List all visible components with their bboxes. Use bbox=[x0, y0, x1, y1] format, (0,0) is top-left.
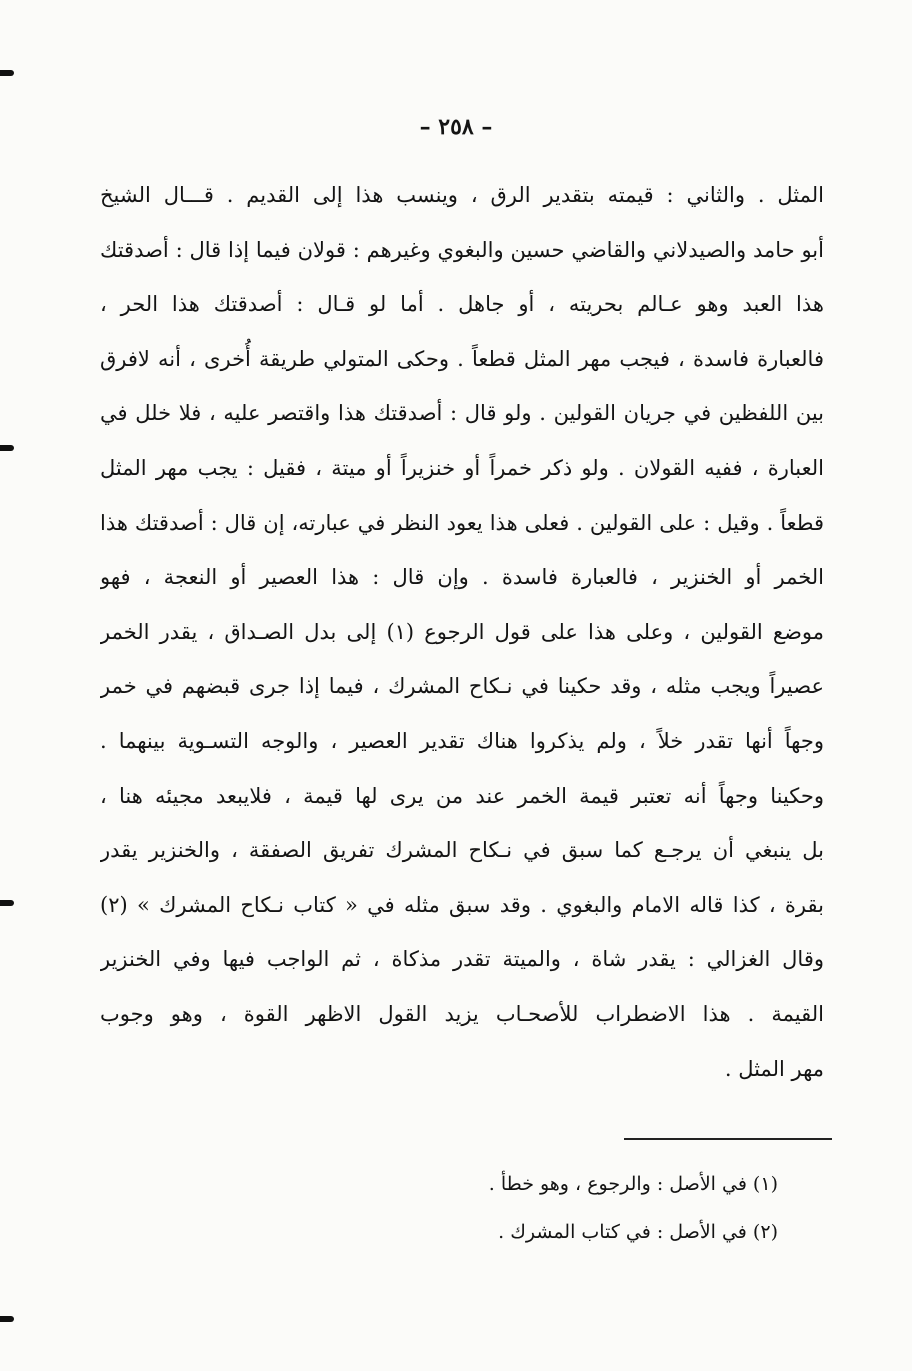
text-line: موضع القولين ، وعلى هذا على قول الرجوع (١) إلى بدل الصـداق ، يقدر الخمر bbox=[100, 619, 824, 644]
text-line: قطعاً . وقيل : على القولين . فعلى هذا يعود النظر في عبارته، إن قال : أصدقتك هذا bbox=[100, 510, 824, 535]
text-line: فالعبارة فاسدة ، فيجب مهر المثل قطعاً . وحكى المتولي طريقة أُخرى ، أنه لافرق bbox=[100, 346, 824, 371]
text-line: مهر المثل . bbox=[724, 1056, 824, 1081]
footnote-divider bbox=[624, 1138, 832, 1140]
edge-mark bbox=[0, 445, 14, 451]
text-line: هذا العبد وهو عـالم بحريته ، أو جاهل . أما لو قـال : أصدقتك هذا الحر ، bbox=[100, 292, 824, 317]
text-line: عصيراً ويجب مثله ، وقد حكينا في نـكاح المشرك ، فيما إذا جرى قبضهم في خمر bbox=[100, 674, 824, 699]
text-line: بقرة ، كذا قاله الامام والبغوي . وقد سبق مثله في « كتاب نـكاح المشرك » (٢) bbox=[100, 892, 824, 917]
footnote-2: (٢) في الأصل : في كتاب المشرك . bbox=[498, 1221, 778, 1243]
text-line: الخمر أو الخنزير ، فالعبارة فاسدة . وإن قال : هذا العصير أو النعجة ، فهو bbox=[100, 565, 824, 590]
text-line: بين اللفظين في جريان القولين . ولو قال : أصدقتك هذا واقتصر عليه ، فلا خلل في bbox=[100, 401, 824, 426]
edge-mark bbox=[0, 900, 14, 906]
footnotes bbox=[278, 1165, 778, 1261]
text-line: المثل . والثاني : قيمته بتقدير الرق ، وينسب هذا إلى القديم . قـــال الشيخ bbox=[100, 183, 824, 207]
page-number: – ٢٥٨ – bbox=[419, 114, 493, 140]
footnote-1: (١) في الأصل : والرجوع ، وهو خطأ . bbox=[488, 1173, 778, 1195]
body-text bbox=[100, 168, 824, 1096]
text-line: وجهاً أنها تقدر خلاً ، ولم يذكروا هناك تقدير العصير ، والوجه التسـوية بينهما . bbox=[100, 728, 824, 753]
edge-mark bbox=[0, 1316, 14, 1322]
edge-mark bbox=[0, 70, 14, 76]
text-line: القيمة . هذا الاضطراب للأصحـاب يزيد القول الاظهر القوة ، وهو وجوب bbox=[100, 1001, 824, 1026]
text-line: أبو حامد والصيدلاني والقاضي حسين والبغوي وغيرهم : قولان فيما إذا قال : أصدقتك bbox=[100, 237, 824, 262]
text-line: العبارة ، ففيه القولان . ولو ذكر خمراً أو خنزيراً أو ميتة ، فقيل : يجب مهر المثل bbox=[100, 455, 824, 480]
text-line: وقال الغزالي : يقدر شاة ، والميتة تقدر مذكاة ، ثم الواجب فيها وفي الخنزير bbox=[100, 947, 824, 972]
text-line: وحكينا وجهاً أنه تعتبر قيمة الخمر عند من يرى لها قيمة ، فلايبعد مجيئه هنا ، bbox=[100, 783, 824, 808]
text-line: بل ينبغي أن يرجـع كما سبق في نـكاح المشرك تفريق الصفقة ، والخنزير يقدر bbox=[100, 838, 824, 863]
